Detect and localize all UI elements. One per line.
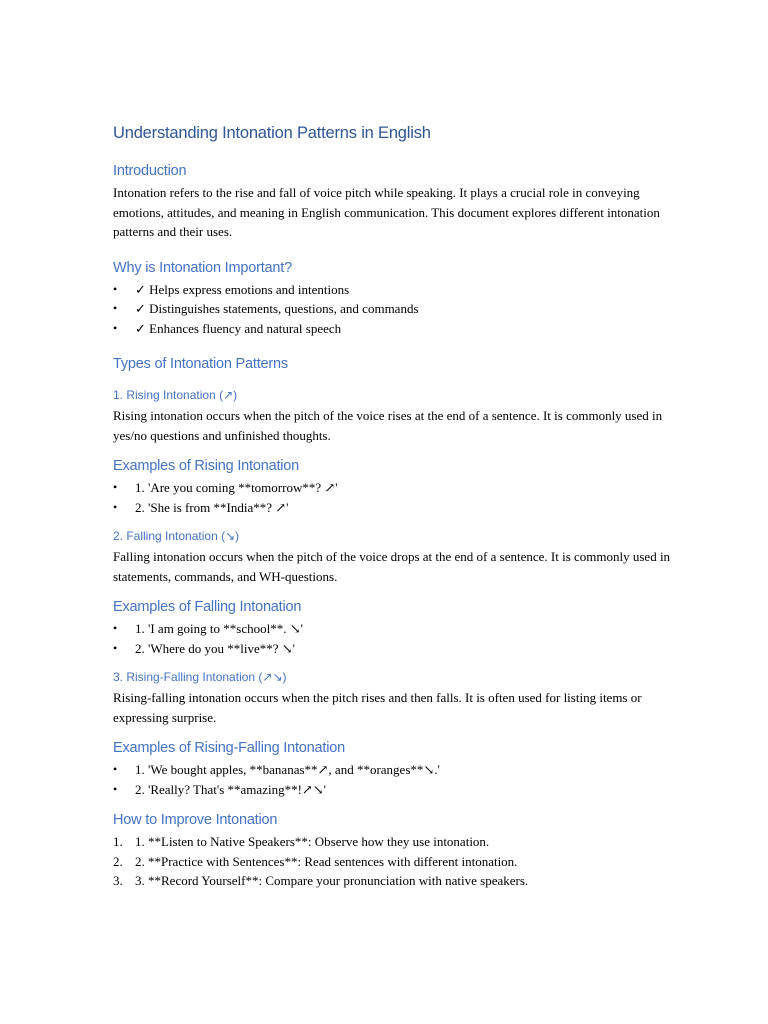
improve-list <box>113 832 673 891</box>
list-item-text: 1. **Listen to Native Speakers**: Observe how they use intonation. <box>135 834 490 849</box>
list-item-text: ✓ Helps express emotions and intentions <box>135 281 350 297</box>
list-item <box>113 619 673 639</box>
list-item-text: 2. **Practice with Sentences**: Read sentences with different intonation. <box>135 853 518 869</box>
list-item <box>113 299 673 319</box>
rising-falling-heading: 3. Rising-Falling Intonation (↗↘) <box>113 670 287 684</box>
bullet: • <box>113 301 118 315</box>
rising-heading: 1. Rising Intonation (↗) <box>113 388 238 402</box>
list-item <box>113 780 673 800</box>
list-item <box>113 760 673 780</box>
rising-text: Rising intonation occurs when the pitch of the voice rises at the end of a sentence. It is commonly used in yes/no questions and unfinished thoughts. <box>113 408 663 443</box>
list-item-text: 2. 'She is from **India**? ↗' <box>135 499 289 515</box>
rising-examples-list <box>113 478 673 517</box>
document-content <box>113 124 673 891</box>
falling-text: Falling intonation occurs when the pitch of the voice drops at the end of a sentence. It is commonly used in statements, commands, and WH-questions. <box>113 549 671 584</box>
list-item <box>113 319 673 339</box>
list-item <box>113 498 673 518</box>
introduction-heading: Introduction <box>113 163 187 179</box>
types-heading: Types of Intonation Patterns <box>113 356 288 372</box>
introduction-text: Intonation refers to the rise and fall of voice pitch while speaking. It plays a crucial role in conveying emotions, attitudes, and meaning in English communication. This document explores different intonation patterns and their uses. <box>113 185 660 239</box>
list-item-text: ✓ Enhances fluency and natural speech <box>135 320 342 336</box>
list-number: 1. <box>113 834 123 849</box>
bullet: • <box>113 281 118 296</box>
importance-list <box>113 280 673 339</box>
list-item <box>113 280 673 300</box>
bullet: • <box>113 781 118 796</box>
list-item-text: ✓ Distinguishes statements, questions, and commands <box>135 301 419 316</box>
list-item-text: 2. 'Where do you **live**? ↘' <box>135 640 295 656</box>
bullet: • <box>113 320 118 335</box>
rising-falling-examples-heading: Examples of Rising-Falling Intonation <box>113 740 345 756</box>
list-item-text: 1. 'I am going to **school**. ↘' <box>135 621 303 636</box>
rising-examples-heading: Examples of Rising Intonation <box>113 458 300 474</box>
bullet: • <box>113 640 118 655</box>
list-item <box>113 852 673 872</box>
list-item <box>113 478 673 498</box>
falling-examples-heading: Examples of Falling Intonation <box>113 599 302 615</box>
importance-heading: Why is Intonation Important? <box>113 259 292 276</box>
bullet: • <box>113 621 118 635</box>
list-item-text: 2. 'Really? That's **amazing**!↗↘' <box>135 781 327 797</box>
rising-falling-text: Rising-falling intonation occurs when the pitch rises and then falls. It is often used for listing items or expressing surprise. <box>113 690 642 725</box>
improve-heading: How to Improve Intonation <box>113 812 278 828</box>
list-number: 2. <box>113 853 123 869</box>
bullet: • <box>113 499 118 514</box>
list-number: 3. <box>113 873 123 888</box>
bullet: • <box>113 480 118 494</box>
list-item <box>113 832 673 852</box>
rising-falling-examples-list <box>113 760 673 799</box>
document-title: Understanding Intonation Patterns in English <box>113 124 431 142</box>
list-item <box>113 639 673 659</box>
list-item-text: 3. **Record Yourself**: Compare your pronunciation with native speakers. <box>135 873 529 888</box>
list-item-text: 1. 'We bought apples, **bananas**↗, and **oranges**↘.' <box>135 762 440 777</box>
falling-examples-list <box>113 619 673 658</box>
falling-heading: 2. Falling Intonation (↘) <box>113 529 240 543</box>
bullet: • <box>113 762 118 776</box>
list-item-text: 1. 'Are you coming **tomorrow**? ↗' <box>135 480 338 495</box>
list-item <box>113 871 673 891</box>
